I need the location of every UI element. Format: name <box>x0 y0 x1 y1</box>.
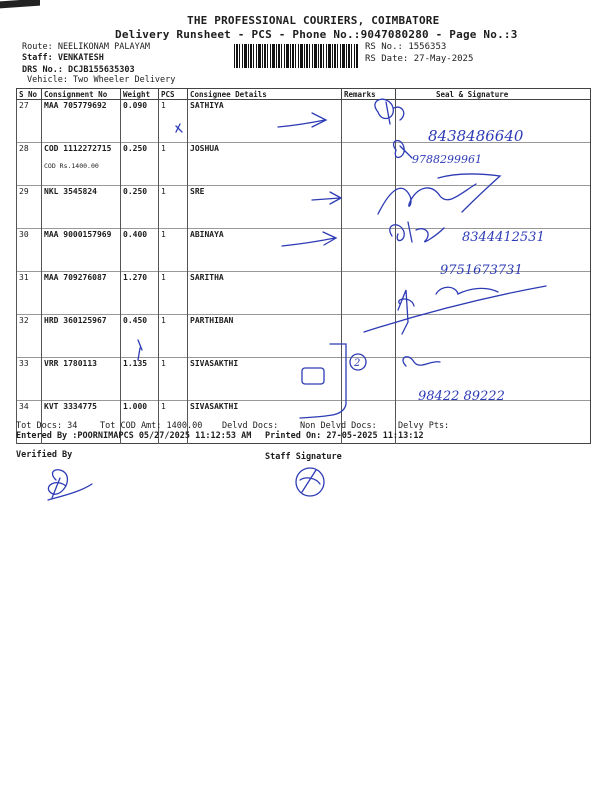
delivery-points: Delvy Pts: <box>398 421 450 431</box>
verified-by-label: Verified By <box>16 450 73 460</box>
pcs-cell: 1 <box>159 358 188 401</box>
barcode <box>234 44 358 68</box>
consignee-cell: SIVASAKTHI <box>188 401 342 444</box>
consignment-cell: HRD 360125967 <box>42 315 121 358</box>
delivered-docs: Delvd Docs: <box>222 421 279 431</box>
column-header: Consignee Details <box>188 89 342 100</box>
weight-cell: 1.000 <box>121 401 159 444</box>
entered-by: Entered By :POORNIMAPCS 05/27/2025 11:12:53 AM <box>16 431 252 441</box>
consignee-cell: SRE <box>188 186 342 229</box>
scan-corner-mark <box>0 0 40 8</box>
column-header: Remarks <box>342 89 396 100</box>
cod-amount-note: COD Rs.1400.00 <box>44 162 99 170</box>
sno-cell: 33 <box>17 358 42 401</box>
pcs-cell: 1 <box>159 315 188 358</box>
consignment-cell: MAA 709276087 <box>42 272 121 315</box>
pcs-cell: 1 <box>159 401 188 444</box>
verifier-signature <box>48 470 92 500</box>
table-row <box>17 100 591 143</box>
signature-cell <box>396 315 591 358</box>
route-label: Route: NEELIKONAM PALAYAM <box>22 42 150 52</box>
consignment-cell <box>42 143 121 186</box>
handwritten-phone: 8344412531 <box>462 230 545 245</box>
consignee-cell: PARTHIBAN <box>188 315 342 358</box>
column-header: Weight <box>121 89 159 100</box>
table-row <box>17 315 591 358</box>
table-row <box>17 272 591 315</box>
consignment-cell: MAA 9000157969 <box>42 229 121 272</box>
remarks-cell <box>342 315 396 358</box>
signature-cell <box>396 100 591 143</box>
remarks-cell <box>342 358 396 401</box>
rs-date: RS Date: 27-May-2025 <box>365 54 474 64</box>
weight-cell: 1.270 <box>121 272 159 315</box>
consignee-cell: SATHIYA <box>188 100 342 143</box>
weight-cell: 0.400 <box>121 229 159 272</box>
consignment-cell: KVT 3334775 <box>42 401 121 444</box>
consignee-cell: JOSHUA <box>188 143 342 186</box>
staff-signature-circle <box>296 468 324 496</box>
remarks-cell <box>342 186 396 229</box>
weight-cell: 0.090 <box>121 100 159 143</box>
signature-cell <box>396 272 591 315</box>
remarks-cell <box>342 229 396 272</box>
signature-cell <box>396 358 591 401</box>
consignee-cell: SARITHA <box>188 272 342 315</box>
sno-cell: 30 <box>17 229 42 272</box>
handwritten-phone: 8438486640 <box>428 127 524 145</box>
pcs-cell: 1 <box>159 229 188 272</box>
table-row <box>17 186 591 229</box>
sno-cell: 29 <box>17 186 42 229</box>
column-header: S No <box>17 89 42 100</box>
handwritten-phone: 98422 89222 <box>418 389 505 404</box>
signature-cell <box>396 229 591 272</box>
weight-cell: 0.450 <box>121 315 159 358</box>
sno-cell: 31 <box>17 272 42 315</box>
consignment-cell: MAA 705779692 <box>42 100 121 143</box>
weight-cell: 0.250 <box>121 143 159 186</box>
handwritten-phone: 9788299961 <box>412 153 482 166</box>
runsheet-subtitle: Delivery Runsheet - PCS - Phone No.:9047080280 - Page No.:3 <box>115 28 518 41</box>
delivery-table <box>16 88 591 444</box>
sno-cell: 34 <box>17 401 42 444</box>
remarks-cell <box>342 143 396 186</box>
consignment-cell: NKL 3545824 <box>42 186 121 229</box>
non-delivered-docs: Non Delvd Docs: <box>300 421 377 431</box>
circled-number: 2 <box>354 358 361 369</box>
sno-cell: 32 <box>17 315 42 358</box>
pcs-cell: 1 <box>159 100 188 143</box>
printed-on: Printed On: 27-05-2025 11:13:12 <box>265 431 424 441</box>
sno-cell: 28 <box>17 143 42 186</box>
consignment-cell: VRR 1780113 <box>42 358 121 401</box>
column-header: Consignment No <box>42 89 121 100</box>
signature-cell <box>396 186 591 229</box>
drs-number: DRS No.: DCJB155635303 <box>22 65 135 75</box>
pcs-cell: 1 <box>159 186 188 229</box>
staff-signature-label: Staff Signature <box>265 452 342 462</box>
staff-signature <box>300 470 320 492</box>
column-header: Seal & Signature <box>396 89 591 100</box>
company-title: THE PROFESSIONAL COURIERS, COIMBATORE <box>187 14 440 27</box>
table-row <box>17 229 591 272</box>
remarks-cell <box>342 272 396 315</box>
weight-cell: 0.250 <box>121 186 159 229</box>
column-header: PCS <box>159 89 188 100</box>
table-row <box>17 358 591 401</box>
sno-cell: 27 <box>17 100 42 143</box>
table-row <box>17 143 591 186</box>
remarks-cell <box>342 100 396 143</box>
rs-number: RS No.: 1556353 <box>365 42 447 52</box>
vehicle-label: Vehicle: Two Wheeler Delivery <box>27 75 176 85</box>
pcs-cell: 1 <box>159 272 188 315</box>
total-docs: Tot Docs: 34 <box>16 421 78 431</box>
consignment-number: COD 1112272715 <box>44 144 112 153</box>
weight-cell: 1.135 <box>121 358 159 401</box>
handwritten-phone: 9751673731 <box>440 263 523 278</box>
total-cod-amount: Tot COD Amt: 1400.00 <box>100 421 203 431</box>
pcs-cell: 1 <box>159 143 188 186</box>
staff-label: Staff: VENKATESH <box>22 53 104 63</box>
signature-cell <box>396 143 591 186</box>
consignee-cell: ABINAYA <box>188 229 342 272</box>
table-header-row <box>17 89 591 100</box>
consignee-cell: SIVASAKTHI <box>188 358 342 401</box>
